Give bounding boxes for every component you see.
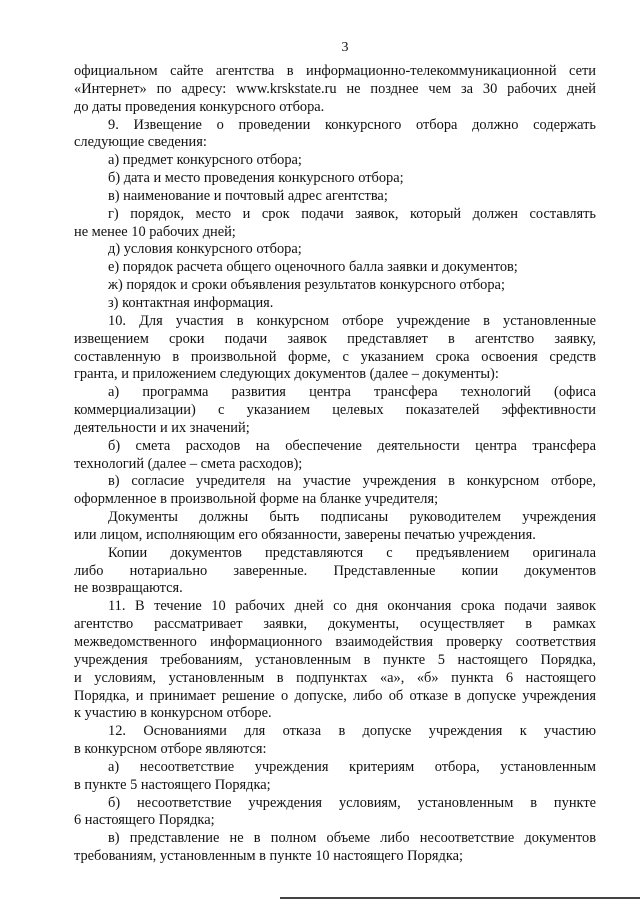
text-line: 12. Основаниями для отказа в допуске учреждения к участию bbox=[108, 723, 596, 740]
text-line: Порядка, и принимает решение о допуске, либо об отказе в допуске учреждения bbox=[74, 687, 596, 704]
text-line: требованиям, установленным в пункте 10 настоящего Порядка; bbox=[74, 848, 464, 865]
text-line: а) несоответствие учреждения критериям отбора, установленным bbox=[108, 758, 596, 775]
text-line: д) условия конкурсного отбора; bbox=[108, 241, 302, 258]
text-line: «Интернет» по адресу: www.krskstate.ru не позднее чем за 30 рабочих дней bbox=[74, 80, 596, 97]
text-line: ж) порядок и сроки объявления результатов конкурсного отбора; bbox=[108, 277, 505, 294]
text-line: 6 настоящего Порядка; bbox=[74, 812, 215, 829]
text-line: в) представление не в полном объеме либо несоответствие документов bbox=[108, 830, 596, 847]
text-line: Копии документов представляются с предъявлением оригинала bbox=[108, 544, 596, 561]
text-line: б) несоответствие учреждения условиям, установленным в пункте bbox=[108, 794, 596, 811]
text-line: 11. В течение 10 рабочих дней со дня окончания срока подачи заявок bbox=[108, 598, 596, 615]
text-line: технологий (далее – смета расходов); bbox=[74, 455, 303, 472]
text-line: коммерциализации) с указанием целевых показателей эффективности bbox=[74, 402, 596, 419]
text-line: 9. Извещение о проведении конкурсного отбора должно содержать bbox=[108, 116, 596, 133]
text-line: оформленное в произвольной форме на бланке учредителя; bbox=[74, 491, 439, 508]
text-line: следующие сведения: bbox=[74, 134, 207, 151]
scan-edge-line bbox=[280, 897, 640, 899]
text-line: г) порядок, место и срок подачи заявок, который должен составлять bbox=[108, 205, 596, 222]
text-line: 10. Для участия в конкурсном отборе учреждение в установленные bbox=[108, 312, 596, 329]
text-line: з) контактная информация. bbox=[108, 294, 274, 311]
text-line: составленную в произвольной форме, с указанием срока освоения средств bbox=[74, 348, 596, 365]
text-line: б) смета расходов на обеспечение деятельности центра трансфера bbox=[108, 437, 596, 454]
text-line: межведомственного информационного взаимодействия проверку соответствия bbox=[74, 634, 596, 650]
text-line: официальном сайте агентства в информационно-телекоммуникационной сети bbox=[74, 63, 596, 79]
text-line: деятельности и их значений; bbox=[74, 419, 250, 436]
text-line: и условиям, установленным в подпунктах «а», «б» пункта 6 настоящего bbox=[74, 669, 596, 686]
text-line: в пункте 5 настоящего Порядка; bbox=[74, 776, 271, 793]
text-line: гранта, и приложением следующих документов (далее – документы): bbox=[74, 366, 499, 383]
document-body bbox=[74, 63, 596, 866]
text-line: к участию в конкурсном отборе. bbox=[74, 705, 272, 722]
text-line: не возвращаются. bbox=[74, 580, 183, 597]
text-line: извещением сроки подачи заявок представляет в агентство заявку, bbox=[74, 330, 596, 347]
text-line: Документы должны быть подписаны руководителем учреждения bbox=[108, 509, 596, 526]
text-line: агентство рассматривает заявки, документы, осуществляет в рамках bbox=[74, 616, 596, 633]
text-line: в) наименование и почтовый адрес агентства; bbox=[108, 187, 388, 204]
text-line: в) согласие учредителя на участие учреждения в конкурсном отборе, bbox=[108, 473, 596, 490]
text-line: либо нотариально заверенные. Представленные копии документов bbox=[74, 562, 596, 579]
text-line: не менее 10 рабочих дней; bbox=[74, 223, 236, 240]
text-line: до даты проведения конкурсного отбора. bbox=[74, 98, 325, 115]
text-line: б) дата и место проведения конкурсного отбора; bbox=[108, 170, 404, 187]
text-line: в конкурсном отборе являются: bbox=[74, 741, 267, 758]
text-line: или лицом, исполняющим его обязанности, заверены печатью учреждения. bbox=[74, 526, 536, 543]
page-number: 3 bbox=[341, 40, 349, 55]
text-line: учреждения требованиям, установленным в пункте 5 настоящего Порядка, bbox=[74, 651, 596, 668]
text-line: а) программа развития центра трансфера технологий (офиса bbox=[108, 384, 596, 401]
text-line: е) порядок расчета общего оценочного балла заявки и документов; bbox=[108, 259, 518, 276]
text-line: а) предмет конкурсного отбора; bbox=[108, 152, 302, 169]
